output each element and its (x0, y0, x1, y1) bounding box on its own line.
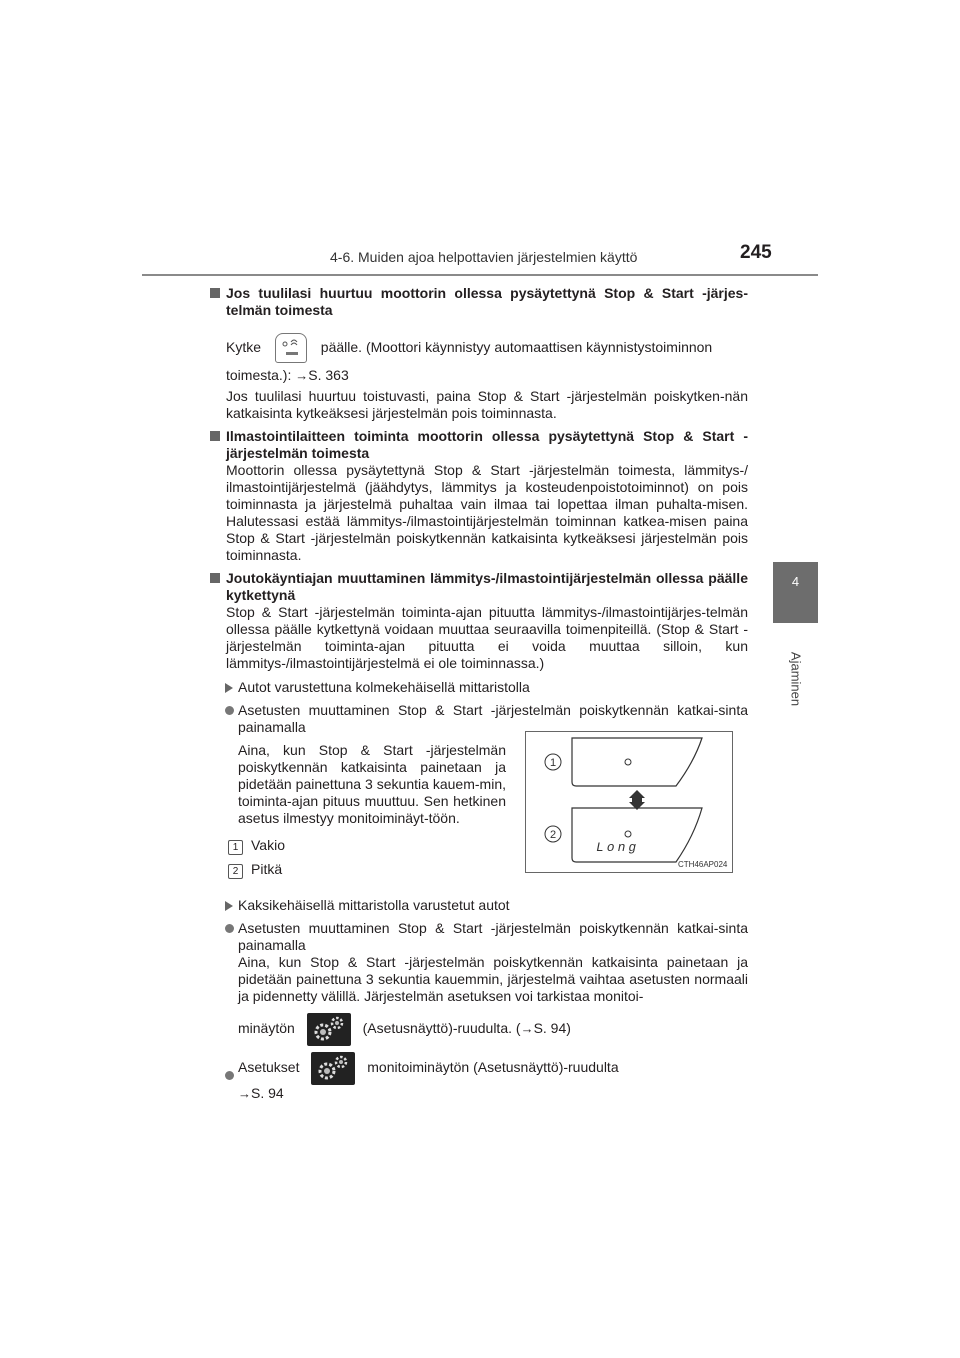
up-down-arrow-icon (629, 790, 645, 810)
circle-bullet-icon (225, 702, 234, 719)
settings-gear-icon (307, 1013, 351, 1046)
list-item: Asetusten muuttaminen Stop & Start -järjestelmän poiskytkennän katkai-sinta painamalla Aina, kun Stop & Start -järjestelmän poiskytkennän katkaisinta painetaan ja pidetään painettuna 3 sekuntia kauemmin, järjestelmä vaihtaa asetusten normaali ja pidennetty välillä. Järjestelmän asetuksen voi tarkistaa monitoi- minäytön (Asetusnäyttö)-ruudulta. (→S. 94) (210, 920, 748, 1046)
chapter-number: 4 (791, 574, 800, 589)
item-number: 2 (228, 864, 243, 879)
front-defroster-button-icon (275, 333, 307, 363)
triangle-bullet-icon (225, 679, 233, 697)
sub-heading: Autot varustettuna kolmekehäisellä mittaristolla (210, 679, 748, 696)
display-long-text: Long (596, 840, 640, 855)
list-item: 1 Vakio (228, 837, 748, 855)
section-climate (210, 428, 748, 462)
section-marker-icon (210, 573, 220, 583)
triangle-bullet-icon (225, 897, 233, 915)
header-title: 4-6. Muiden ajoa helpottavien järjestelmien käyttö (330, 249, 638, 265)
page-reference[interactable]: S. 94 (251, 1085, 284, 1102)
display-standard (572, 738, 702, 786)
display-long (572, 808, 702, 862)
chapter-tab (773, 562, 818, 623)
paragraph: Aina, kun Stop & Start -järjestelmän poiskytkennän katkaisinta painetaan ja pidetään painettuna 3 sekuntia kauem-min, toiminta-ajan pituus muuttuu. Sen hetkinen asetus ilmestyy monitoiminäyt-töön. (238, 742, 506, 827)
list-item: 2 Pitkä (228, 861, 748, 879)
page-content (210, 285, 748, 1102)
chapter-label: Ajaminen (788, 651, 803, 707)
sub-heading: Kaksikehäisellä mittaristolla varustetut autot (210, 897, 748, 914)
figure-code: CTH46AP024 (678, 860, 728, 869)
section-marker-icon (210, 288, 220, 298)
header-rule (142, 274, 818, 276)
item-number: 1 (228, 840, 243, 855)
arrow-right-icon: → (520, 1021, 534, 1037)
paragraph: Jos tuulilasi huurtuu toistuvasti, paina Stop & Start -järjestelmän poiskytken-nän katkaisinta kytkeäksesi järjestelmän pois toiminnasta. (226, 388, 748, 422)
page-number: 245 (740, 242, 772, 263)
svg-text:1: 1 (549, 757, 557, 769)
list-item: Asetukset monitoiminäytön (Asetusnäyttö)-ruudulta (210, 1050, 748, 1085)
circle-bullet-icon (225, 920, 234, 937)
arrow-right-icon: → (238, 1086, 251, 1102)
section-defrost (210, 285, 748, 319)
list-item: Asetusten muuttaminen Stop & Start -järjestelmän poiskytkennän katkai-sinta painamalla (210, 702, 748, 736)
paragraph (238, 1085, 748, 1102)
section-title: Jos tuulilasi huurtuu moottorin ollessa pysäytettynä Stop & Start -järjes-telmän toimesta (226, 285, 748, 318)
page-reference[interactable]: S. 363 (308, 367, 349, 384)
section-idle-time (210, 570, 748, 604)
section-title: Joutokäyntiajan muuttaminen lämmitys-/ilmastointijärjestelmän ollessa päälle kytkettynä (226, 570, 748, 604)
paragraph: Kytke päälle. (Moottori käynnistyy automaattisen käynnistystoiminnon (226, 333, 748, 363)
arrow-right-icon: → (295, 368, 309, 384)
paragraph: Stop & Start -järjestelmän toiminta-ajan pituutta lämmitys-/ilmastointijärjes-telmän ollessa päälle kytkettynä voidaan muuttaa seuraavilla toimenpiteillä. (Stop & Start -järjestelmän toiminta-ajan pituutta ei voida muuttaa silloin, kun lämmitys-/ilmastointijärjestelmä ei ole toiminnassa.) (226, 604, 748, 672)
section-title: Ilmastointilaitteen toiminta moottorin ollessa pysäytettynä Stop & Start -järjestelmän toimesta (226, 428, 748, 462)
circle-bullet-icon (225, 1058, 234, 1092)
svg-text:2: 2 (549, 829, 557, 841)
section-marker-icon (210, 431, 220, 441)
paragraph: Moottorin ollessa pysäytettynä Stop & Start -järjestelmän toimesta, lämmitys-/ ilmastointijärjestelmä (jäähdytys, lämmitys ja kosteudenpoistotoiminnot) on pois toiminnasta ja järjestelmä puhaltaa vain ilmaa tai lopettaa ilman puhalta-misen. Halutessasi estää lämmitys-/ilmastointijärjestelmän toiminnan katkea-misen paina Stop & Start -järjestelmän poiskytkennän katkaisinta kytkeäksesi järjestelmän pois toiminnasta. (226, 462, 748, 564)
paragraph: toimesta.): →S. 363 (226, 367, 349, 384)
settings-gear-icon (311, 1052, 355, 1085)
page-reference[interactable]: S. 94) (533, 1020, 571, 1037)
idle-time-figure (525, 731, 733, 873)
